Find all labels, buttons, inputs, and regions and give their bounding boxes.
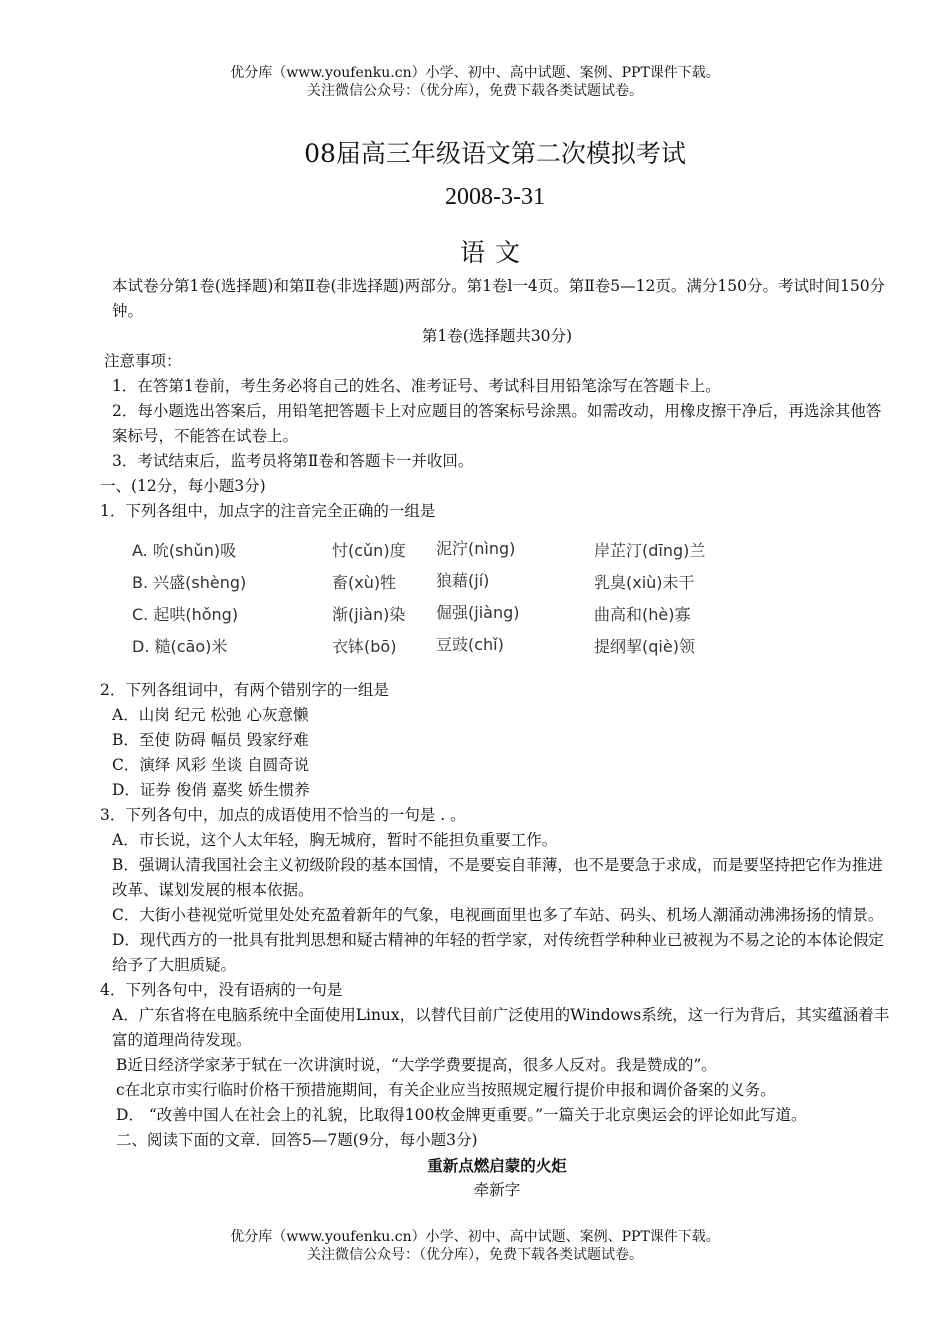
notice-heading: 注意事项：: [104, 352, 182, 370]
footer-line-1: 优分库（www.youfenku.cn）小学、初中、高中试题、案例、PPT课件下载。: [230, 1229, 720, 1245]
part2-heading: 二、阅读下面的文章．回答5—7题(9分，每小题3分): [116, 1131, 478, 1149]
q1-option-d3: 豆豉(chǐ): [436, 635, 504, 654]
q1-option-a3: 泥泞(nìng): [436, 539, 516, 558]
q1-options-image: [104, 530, 890, 676]
q1-option-b4: 乳臭(xiù)未干: [594, 573, 695, 592]
notice-item-1: 1．在答第1卷前，考生务必将自己的姓名、准考证号、考试科目用铅笔涂写在答题卡上。: [112, 377, 721, 395]
q2-option-a: A．山岗 纪元 松弛 心灰意懒: [112, 706, 309, 724]
q1-option-b2: 畜(xù)牲: [332, 573, 397, 592]
q1-option-b1: B. 兴盛(shèng): [132, 573, 247, 592]
q3-stem: 3．下列各句中，加点的成语使用不恰当的一句是 . 。: [100, 806, 466, 824]
q3-option-d: D．现代西方的一批具有批判思想和疑古精神的年轻的哲学家，对传统哲学种种业已被视为不易之论的本体论假定给予了大胆质疑。: [112, 931, 884, 974]
article-author: 牵新字: [473, 1181, 521, 1199]
q1-option-d4: 提纲挈(qiè)领: [594, 637, 695, 656]
q1-option-a4: 岸芷汀(dīng)兰: [594, 541, 706, 560]
q1-option-c2: 渐(jiàn)染: [332, 605, 406, 624]
q4-option-c: c在北京市实行临时价格干预措施期间，有关企业应当按照规定履行提价申报和调价备案的义务。: [116, 1081, 776, 1099]
subject-title: 语文: [459, 238, 530, 267]
q1-option-d1: D. 糙(cāo)米: [132, 637, 228, 656]
q1-option-c1: C. 起哄(hǒng): [132, 605, 239, 624]
q1-option-d2: 衣钵(bō): [332, 637, 397, 656]
q2-stem: 2．下列各组词中，有两个错别字的一组是: [100, 681, 389, 699]
q1-option-c3: 倔强(jiàng): [436, 603, 520, 622]
part1-heading: 一、(12分，每小题3分): [100, 477, 266, 495]
q2-option-c: C．演绎 风彩 坐谈 自圆奇说: [112, 756, 310, 774]
page-header: [0, 64, 950, 100]
page-footer: [0, 1228, 950, 1264]
q1-option-a2: 忖(cǔn)度: [332, 541, 406, 560]
q1-option-a1: A. 吮(shǔn)吸: [132, 541, 237, 560]
q3-option-c: C．大街小巷视觉听觉里处处充盈着新年的气象，电视画面里也多了车站、码头、机场人潮涌动沸沸扬扬的情景。: [112, 906, 884, 924]
document-body: [100, 274, 890, 1203]
section1-title: 第1卷(选择题共30分): [421, 327, 573, 345]
q2-option-d: D．证券 俊俏 嘉奖 娇生惯养: [112, 781, 310, 799]
header-line-2: 关注微信公众号：（优分库），免费下载各类试题试卷。: [307, 83, 643, 99]
exam-date: 2008-3-31: [445, 184, 545, 210]
intro-paragraph: 本试卷分第1卷(选择题)和第Ⅱ卷(非选择题)两部分。第1卷l一4页。第Ⅱ卷5—12页。满分150分。考试时间150分钟。: [112, 277, 886, 320]
q4-option-b: B近日经济学家茅于轼在一次讲演时说，“大学学费要提高，很多人反对。我是赞成的”。: [116, 1056, 717, 1074]
q4-stem: 4．下列各句中，没有语病的一句是: [100, 981, 343, 999]
notice-item-2: 2．每小题选出答案后，用铅笔把答题卡上对应题目的答案标号涂黑。如需改动，用橡皮擦干净后，再选涂其他答案标号，不能答在试卷上。: [112, 402, 882, 445]
q3-option-a: A．市长说，这个人太年轻，胸无城府，暂时不能担负重要工作。: [112, 831, 558, 849]
header-line-1: 优分库（www.youfenku.cn）小学、初中、高中试题、案例、PPT课件下载。: [230, 65, 720, 81]
q1-stem: 1．下列各组中，加点字的注音完全正确的一组是: [100, 502, 436, 520]
q2-option-b: B．至使 防碍 幅员 毁家纾难: [112, 731, 309, 749]
footer-line-2: 关注微信公众号：（优分库），免费下载各类试题试卷。: [307, 1247, 643, 1263]
article-title: 重新点燃启蒙的火炬: [427, 1156, 567, 1175]
q4-option-a: A．广东省将在电脑系统中全面使用Linux，以替代目前广泛使用的Windows系统，这一行为背后，其实蕴涵着丰富的道理尚待发现。: [112, 1006, 890, 1049]
q1-option-b3: 狼藉(jí): [436, 571, 490, 590]
exam-title: 08届高三年级语文第二次模拟考试: [304, 139, 686, 168]
notice-item-3: 3．考试结束后，监考员将第Ⅱ卷和答题卡一并收回。: [112, 452, 474, 470]
q1-option-c4: 曲高和(hè)寡: [594, 605, 691, 624]
q3-option-b: B．强调认清我国社会主义初级阶段的基本国情，不是要妄自菲薄，也不是要急于求成，而是要坚持把它作为推进改革、谋划发展的根本依据。: [112, 856, 883, 899]
q4-option-d: D． “改善中国人在社会上的礼貌，比取得100枚金牌更重要。”一篇关于北京奥运会的评论如此写道。: [116, 1106, 807, 1124]
